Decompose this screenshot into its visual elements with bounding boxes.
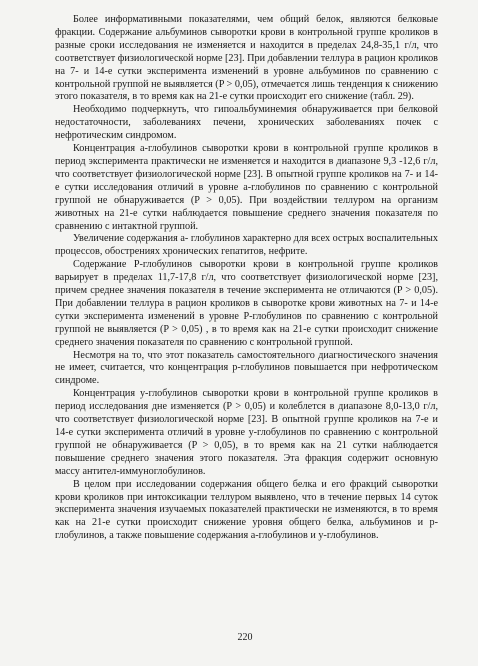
- paragraph-hypoalbuminemia: Необходимо подчеркнуть, что гипоальбуминемия обнаруживается при белковой недостаточности, заболеваниях печени, хронических заболеваниях почек с нефротическим синдромом.: [55, 104, 438, 142]
- page-number: 220: [237, 632, 253, 643]
- paragraph-albumin: Более информативными показателями, чем общий белок, являются белковые фракции. Содержание альбуминов сыворотки крови в контрольной группе кроликов в разные сроки исследования не изменяется и находится в пределах 24,8-35,1 г/л, что соответствует физиологической норме [23]. При добавлении теллура в рацион кроликов на 7- и 14-е сутки эксперимента изменений в уровне альбуминов по сравнению с контрольной группой не выявляется (P > 0,05), отмечается лишь тенденция к снижению этого показателя, в то время как на 21-е сутки происходит его снижение (табл. 29).: [55, 14, 438, 103]
- paragraph-alpha-increase: Увеличение содержания a- глобулинов характерно для всех острых воспалительных процессов, обострениях хронических гепатитов, нефрите.: [55, 233, 438, 258]
- paragraph-alpha-globulin: Концентрация a-глобулинов сыворотки крови в контрольной группе кроликов в период эксперимента практически не изменяется и находится в диапазоне 9,3 -12,6 г/л, что соответствует физиологической норме [23]. В опытной группе кроликов на 7- и 14-е сутки исследования отличий в уровне a-глобулинов по сравнению с контрольной группой не обнаруживается (P > 0,05). При воздействии теллуром на организм животных на 21-е сутки наблюдается повышение среднего значения показателя по сравнению с интактной группой.: [55, 143, 438, 232]
- paragraph-beta-globulin: Содержание Р-глобулинов сыворотки крови в контрольной группе кроликов варьирует в пределах 11,7-17,8 г/л, что соответствует физиологической норме [23], причем среднее значения показателя в течение эксперимента не отличаются (P > 0,05). При добавлении теллура в рацион кроликов в сыворотке крови животных на 7- и 14-е сутки эксперимента изменений в уровне Р-глобулинов по сравнению с контрольной группой не выявляется (P > 0,05) , в то время как на 21-е сутки происходит снижение среднего значения показателя по сравнению с контрольной группой.: [55, 259, 438, 348]
- paragraph-gamma-globulin: Концентрация у-глобулинов сыворотки крови в контрольной группе кроликов в период исследования дне изменяется (P > 0,05) и колеблется в диапазоне 8,0-13,0 г/л, что соответствует физиологической норме [23]. В опытной группе кроликов на 7-е и 14-е сутки эксперимента отличий в уровне у-глобулинов по сравнению с контрольной группой не обнаруживается (P > 0,05), в то время как на 21 сутки наблюдается повышение среднего значения этого показателя. Эта фракция содержит основную массу антител-иммуноглобулинов.: [55, 388, 438, 477]
- paragraph-conclusion: В целом при исследовании содержания общего белка и его фракций сыворотки крови кроликов при интоксикации теллуром выявлено, что в течение первых 14 суток эксперимента значения изучаемых показателей практически не изменяются, в то время как на 21-е сутки происходит снижение уровня общего белка, альбуминов и р-глобулинов, а также повышение содержания a-глобулинов и у-глобулинов.: [55, 478, 438, 542]
- paragraph-beta-note: Несмотря на то, что этот показатель самостоятельного диагностического значения не имеет, считается, что концентрация р-глобулинов повышается при нефротическом синдроме.: [55, 349, 438, 387]
